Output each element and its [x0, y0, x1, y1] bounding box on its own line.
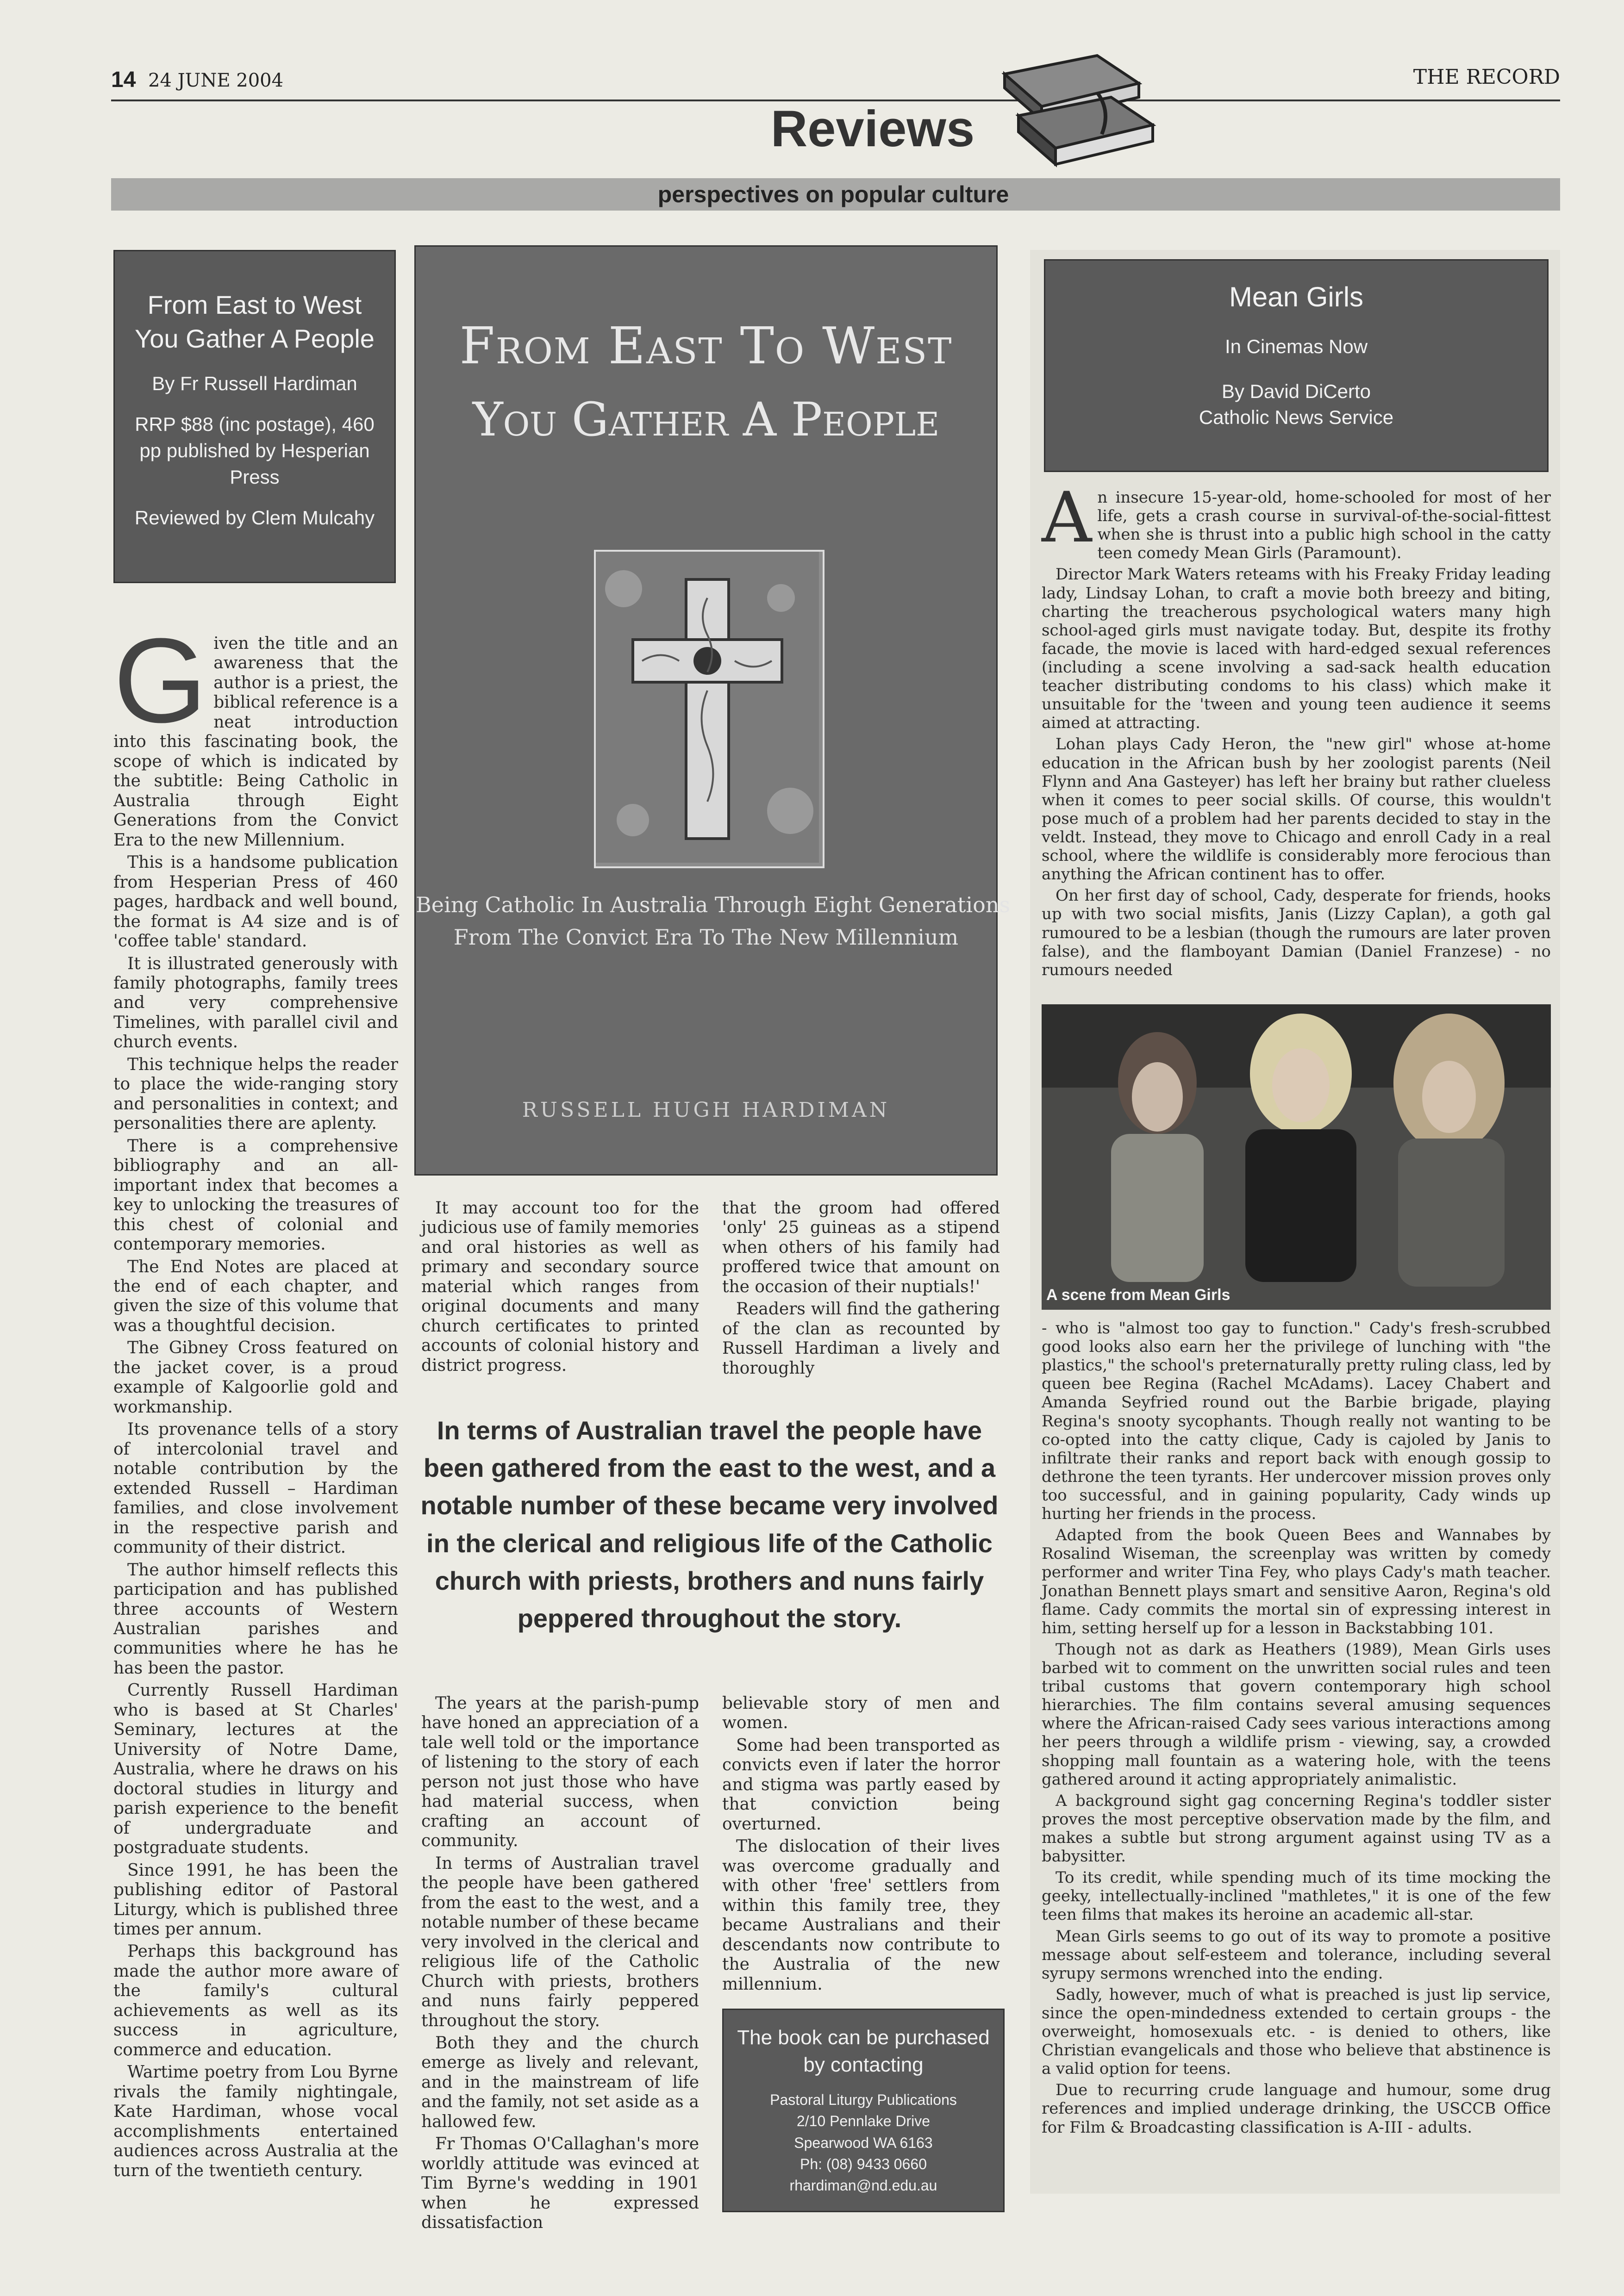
- book-paragraph: iven the title and an awareness that the author is a priest, the biblical reference is a neat introduction into this fascinating book, the scope of which is indicated by the subtitle: Being Catholic in Australia through Eight Generations from the Convict Era to the new Millennium.: [113, 634, 398, 850]
- page-header: [111, 62, 1560, 104]
- cover-cross-image: [594, 550, 824, 868]
- film-paragraph: Sadly, however, much of what is preached is just lip service, since the open-mindedness extended to certain groups - the overweight, homosexuals etc. - is denied to others, like Christian evangelicals and those who believe that abstinence is a valid option for teens.: [1042, 1985, 1551, 2078]
- book-paragraph: The author himself reflects this participation and has published three accounts of Western Australian parishes and communities where he has he has been the pastor.: [113, 1560, 398, 1678]
- film-infobox-status: In Cinemas Now: [1224, 336, 1368, 357]
- purchase-email: rhardiman@nd.edu.au: [789, 2177, 937, 2194]
- book-cover: [414, 245, 1011, 1176]
- book-paragraph: Some had been transported as convicts even if later the horror and stigma was partly eased by that conviction being overturned.: [722, 1736, 1000, 1834]
- cover-subtitle-line2: From The Convict Era To The New Millennium: [453, 925, 959, 950]
- film-paragraph: n insecure 15-year-old, home-schooled for most of her life, gets a crash course in survival-of-the-social-fittest when she is thrust into a public high school in the catty teen comedy Mean Girls (Paramount).: [1097, 488, 1551, 563]
- book-mid-col1-top: [421, 1199, 699, 1375]
- book-paragraph: Currently Russell Hardiman who is based at St Charles' Seminary, lectures at the University of Notre Dame, Australia, where he draws on his doctoral studies in liturgy and parish experience to the benefit of undergraduate and postgraduate students.: [113, 1681, 398, 1858]
- book-paragraph: The years at the parish-pump have honed an appreciation of a tale well told or the importance of listening to the story of each person not just those who have had material success, when crafting an account of community.: [421, 1694, 699, 1851]
- page-number: 14: [111, 68, 136, 92]
- purchase-box: [722, 2009, 1005, 2212]
- book-infobox: [113, 250, 396, 583]
- film-dropcap: A: [1042, 478, 1092, 558]
- paper-name: THE RECORD: [1413, 65, 1560, 89]
- book-mid-col2-bottom: [722, 1694, 1000, 1994]
- film-paragraph: Director Mark Waters reteams with his Freaky Friday leading lady, Lindsay Lohan, to craft a movie both breezy and biting, charting the treacherous psychological waters many high school-aged girls must navigate today. But, despite its frothy facade, the movie is laced with hard-edged sexual references (including a scene involving a sad-sack health education teacher distributing condoms to his class) which make it unsuitable for the 'tween and young teen audience it seems aimed at attracting.: [1042, 565, 1551, 733]
- book-paragraph: In terms of Australian travel the people have been gathered from the east to the west, and a notable number of these became very involved in the clerical and religious life of the Catholic Church with priests, brothers and nuns fairly peppered throughout the story.: [421, 1854, 699, 2030]
- purchase-heading: The book can be purchased by contacting: [737, 2026, 990, 2077]
- issue-date: 24 JUNE 2004: [148, 70, 284, 91]
- film-paragraph: A background sight gag concerning Regina's toddler sister proves the most perceptive observation made by the film, and makes a subtle but strong argument against using TV as a babysitter.: [1042, 1791, 1551, 1866]
- section-subtitle: perspectives on popular culture: [657, 181, 1009, 207]
- film-paragraph: Though not as dark as Heathers (1989), Mean Girls uses barbed wit to comment on the unwritten social rules and teen tribal customs that govern contemporary high school hierarchies. The film contains several amusing sequences where the African-raised Cady sees various interactions among her peers through a wildlife prism - viewing, say, a crowded shopping mall fountain as a watering hole, with the teens gathered around it acting appropriately animalistic.: [1042, 1640, 1551, 1789]
- book-paragraph: The End Notes are placed at the end of each chapter, and given the size of this volume that was a thoughtful decision.: [113, 1257, 398, 1335]
- pull-quote: In terms of Australian travel the people have been gathered from the east to the west, and a notable number of these became very involved in the clerical and religious life of the Catholic church with priests, brothers and nuns fairly peppered throughout the story.: [420, 1416, 999, 1633]
- book-paragraph: The Gibney Cross featured on the jacket cover, is a proud example of Kalgoorlie gold and workmanship.: [113, 1338, 398, 1417]
- film-paragraph: Lohan plays Cady Heron, the "new girl" whose at-home education in the African bush by her zoologist parents (Neil Flynn and Ana Gasteyer) has left her brainy but rather clueless when it comes to peer social skills. Of course, this wouldn't pose much of a problem had her parents decided to stay in the veldt. Instead, they move to Chicago and enroll Cady in a real school, where the wildlife is considerably more ferocious than anything the African continent has to offer.: [1042, 735, 1551, 884]
- purchase-address2: Spearwood WA 6163: [794, 2134, 933, 2151]
- book-paragraph: Readers will find the gathering of the clan as recounted by Russell Hardiman a lively and thoroughly: [722, 1300, 1000, 1378]
- book-infobox-title: From East to West You Gather A People: [135, 290, 375, 353]
- book-paragraph: There is a comprehensive bibliography and an all-important index that becomes a key to unlocking the treasures of this chest of colonial and contemporary memories.: [113, 1136, 398, 1254]
- film-photo-caption: A scene from Mean Girls: [1046, 1286, 1230, 1304]
- book-paragraph: The dislocation of their lives was overcome gradually and with other 'free' settlers from within this family tree, they became Australians and their descendants now contribute to the Australia of the new millennium.: [722, 1837, 1000, 1994]
- book-paragraph: Fr Thomas O'Callaghan's more worldly attitude was evinced at Tim Byrne's wedding in 1901 when he expressed dissatisfaction: [421, 2134, 699, 2233]
- film-infobox-title: Mean Girls: [1229, 281, 1364, 312]
- purchase-address1: 2/10 Pennlake Drive: [796, 2113, 931, 2130]
- film-paragraph: Mean Girls seems to go out of its way to promote a positive message about self-esteem and tolerance, including several syrupy sermons wrenched into the ending.: [1042, 1927, 1551, 1983]
- book-infobox-author: By Fr Russell Hardiman: [152, 372, 357, 394]
- cover-title-line1: From East To West: [459, 316, 953, 375]
- book-infobox-reviewer: Reviewed by Clem Mulcahy: [134, 507, 375, 529]
- film-infobox-byline1: By David DiCerto: [1221, 380, 1371, 402]
- book-paragraph: Both they and the church emerge as lively and relevant, and in the mainstream of life and the family, not set aside as a hallowed few.: [421, 2033, 699, 2131]
- purchase-phone: Ph: (08) 9433 0660: [800, 2155, 927, 2172]
- book-infobox-price: RRP $88 (inc postage), 460 pp published by Hesperian Press: [135, 413, 375, 488]
- film-paragraph: To its credit, while spending much of its time mocking the geeky, intellectually-inclined "mathletes," it is one of the few teen films that makes its heroine an academic all-star.: [1042, 1868, 1551, 1924]
- book-paragraph: believable story of men and women.: [722, 1694, 1000, 1733]
- film-still-photo: [1042, 1004, 1551, 1310]
- film-paragraph: On her first day of school, Cady, desperate for friends, hooks up with two social misfits, Janis (Lizzy Caplan), a goth gal rumoured to be a lesbian (though the rumours are later proven false), and the flamboyant Damian (Daniel Franzese) - no rumours needed: [1042, 886, 1551, 979]
- book-mid-col2-top: [722, 1199, 1000, 1378]
- film-review-top: [1042, 478, 1551, 997]
- book-paragraph: that the groom had offered 'only' 25 guineas as a stipend when others of his family had proffered twice that amount on the occasion of their nuptials!': [722, 1199, 1000, 1296]
- book-paragraph: This technique helps the reader to place the wide-ranging story and personalities in context; and personalities there are aplenty.: [113, 1055, 398, 1133]
- section-title: Reviews: [770, 100, 975, 157]
- cover-author: RUSSELL HUGH HARDIMAN: [522, 1098, 890, 1122]
- book-paragraph: It may account too for the judicious use of family memories and oral histories as well as primary and secondary source material which ranges from original documents and many church certificates to printed accounts of colonial history and district progress.: [421, 1199, 699, 1375]
- book-paragraph: This is a handsome publication from Hesperian Press of 460 pages, hardback and well bound, the format is A4 size and is of 'coffee table' standard.: [113, 853, 398, 951]
- book-paragraph: Its provenance tells of a story of intercolonial travel and notable contribution by the extended Russell – Hardiman families, and close involvement in the respective parish and community of their district.: [113, 1420, 398, 1557]
- film-infobox-byline2: Catholic News Service: [1199, 406, 1394, 429]
- book-paragraph: It is illustrated generously with family photographs, family trees and very comprehensive Timelines, with parallel civil and church events.: [113, 954, 398, 1052]
- book-dropcap: G: [113, 614, 207, 748]
- film-paragraph: - who is "almost too gay to function." Cady's fresh-scrubbed good looks also earn her the privilege of lunching with "the plastics," the school's preternaturally pretty ruling class, led by queen bee Regina (Rachel McAdams). Lacey Chabert and Amanda Seyfried round out the Barbie brigade, playing Regina's snooty sycophants. Though really not wanting to be co-opted into the catty clique, Cady is cajoled by Janis to infiltrate their ranks and report back with enough gossip to dethrone the teen tyrants. Her undercover mission proves only too successful, and in gaining popularity, Cady winds up hurting her friends in the process.: [1042, 1319, 1551, 1524]
- book-mid-col1-bottom: [421, 1694, 699, 2233]
- book-review-column: [113, 614, 398, 2254]
- film-review-bottom: [1042, 1319, 1551, 2189]
- book-paragraph: Since 1991, he has been the publishing editor of Pastoral Liturgy, which is published three times per annum.: [113, 1860, 398, 1939]
- film-infobox: [1044, 259, 1549, 472]
- cover-title-line2: You Gather A People: [472, 392, 940, 447]
- cover-subtitle-line1: Being Catholic In Australia Through Eight Generations: [416, 892, 1011, 917]
- film-paragraph: Due to recurring crude language and humour, some drug references and implied underage drinking, the USCCB Office for Film & Broadcasting classification is A-III - adults.: [1042, 2081, 1551, 2137]
- book-paragraph: Perhaps this background has made the author more aware of the family's cultural achievements as well as its success in agriculture, commerce and education.: [113, 1942, 398, 2060]
- film-paragraph: Adapted from the book Queen Bees and Wannabes by Rosalind Wiseman, the screenplay was written by comedy performer and writer Tina Fey, who plays Cady's math teacher. Jonathan Bennett plays smart and sensitive Aaron, Regina's old flame. Cady commits the mortal sin of expressing interest in him, setting herself up for a lesson in Backstabbing 101.: [1042, 1526, 1551, 1637]
- book-paragraph: Wartime poetry from Lou Byrne rivals the family nightingale, Kate Hardiman, whose vocal accomplishments entertained audiences across Australia at the turn of the twentieth century.: [113, 2063, 398, 2180]
- purchase-org: Pastoral Liturgy Publications: [770, 2091, 957, 2108]
